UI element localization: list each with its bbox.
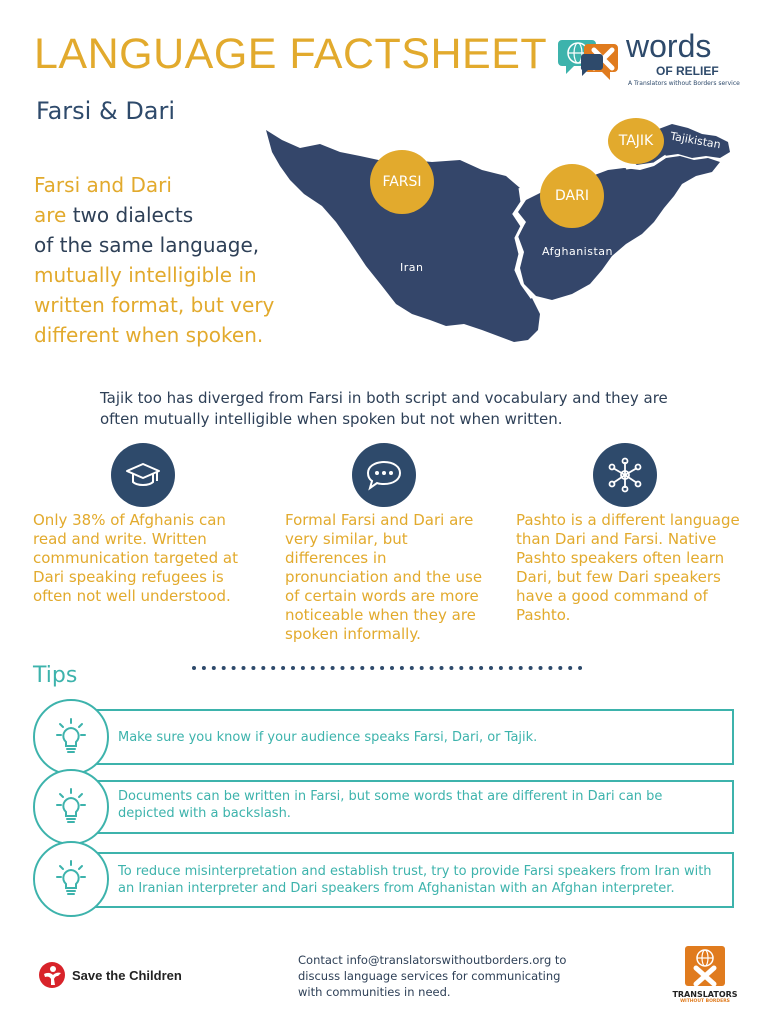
save-the-children-logo	[38, 960, 182, 990]
page-subtitle: Farsi & Dari	[36, 97, 176, 125]
map-label-afghanistan: Afghanistan	[542, 245, 613, 258]
globe-icon	[558, 34, 628, 84]
tajik-paragraph: Tajik too has diverged from Farsi in both script and vocabulary and they are often mutually intelligible when spoken but not when written.	[100, 389, 668, 428]
tip-circle-3	[33, 841, 109, 917]
tip-circle-1	[33, 699, 109, 775]
bubble-farsi: FARSI	[370, 150, 434, 214]
intro-line-1: Farsi and Dari	[34, 173, 172, 197]
save-the-children-icon	[38, 961, 66, 989]
lightbulb-icon	[56, 787, 86, 827]
tip-text-3: To reduce misinterpretation and establish trust, try to provide Farsi speakers from Iran with an Iranian interpreter and Dari speakers from Afghanistan with an Afghan interpreter.	[118, 864, 712, 896]
intro-line-2a: are	[34, 203, 67, 227]
page-title: LANGUAGE FACTSHEET	[34, 30, 548, 78]
region-map	[260, 118, 740, 378]
twb-sub: WITHOUT BORDERS	[680, 999, 730, 1004]
words-of-relief-logo	[558, 28, 738, 92]
tip-circle-2	[33, 769, 109, 845]
column-text-formal: Formal Farsi and Dari are very similar, but differences in pronunciation and the use of certain words are more noticeable when they are spoken informally.	[285, 511, 483, 643]
speech-bubble-icon	[352, 443, 416, 507]
intro-line-4: mutually intelligible in	[34, 263, 257, 287]
network-icon	[593, 443, 657, 507]
save-the-children-text: Save the Children	[72, 967, 182, 983]
intro-line-3: of the same language,	[34, 233, 260, 257]
twb-name: TRANSLATORS	[672, 990, 738, 999]
logo-relief-text: OF RELIEF	[656, 64, 719, 78]
bubble-dari: DARI	[540, 164, 604, 228]
column-text-literacy: Only 38% of Afghanis can read and write. Written communication targeted at Dari speaking refugees is often not well understood.	[33, 511, 238, 605]
column-text-pashto: Pashto is a different language than Dari and Farsi. Native Pashto speakers often learn Dari, but few Dari speakers have a good command of Pashto.	[516, 511, 740, 624]
intro-line-5: written format, but very	[34, 293, 275, 317]
map-label-tajikistan: Tajikistan	[669, 129, 722, 152]
intro-line-6: different when spoken.	[34, 323, 264, 347]
lightbulb-icon	[56, 859, 86, 899]
lightbulb-icon	[56, 717, 86, 757]
tips-title: Tips	[33, 663, 78, 688]
bubble-tajik: TAJIK	[608, 118, 664, 164]
translators-without-borders-logo	[665, 944, 745, 1004]
graduation-cap-icon	[111, 443, 175, 507]
twb-icon	[683, 944, 727, 988]
dotted-divider	[190, 664, 582, 672]
intro-line-2b: two dialects	[66, 203, 194, 227]
logo-words-text: words	[626, 28, 712, 64]
contact-text: Contact info@translatorswithoutborders.org to discuss language services for communicating with communities in need.	[298, 953, 567, 999]
logo-service-text: A Translators without Borders service	[628, 80, 740, 87]
map-label-iran: Iran	[400, 261, 424, 274]
tip-text-1: Make sure you know if your audience speaks Farsi, Dari, or Tajik.	[118, 730, 538, 745]
tip-text-2: Documents can be written in Farsi, but some words that are different in Dari can be depicted with a backslash.	[118, 789, 663, 821]
